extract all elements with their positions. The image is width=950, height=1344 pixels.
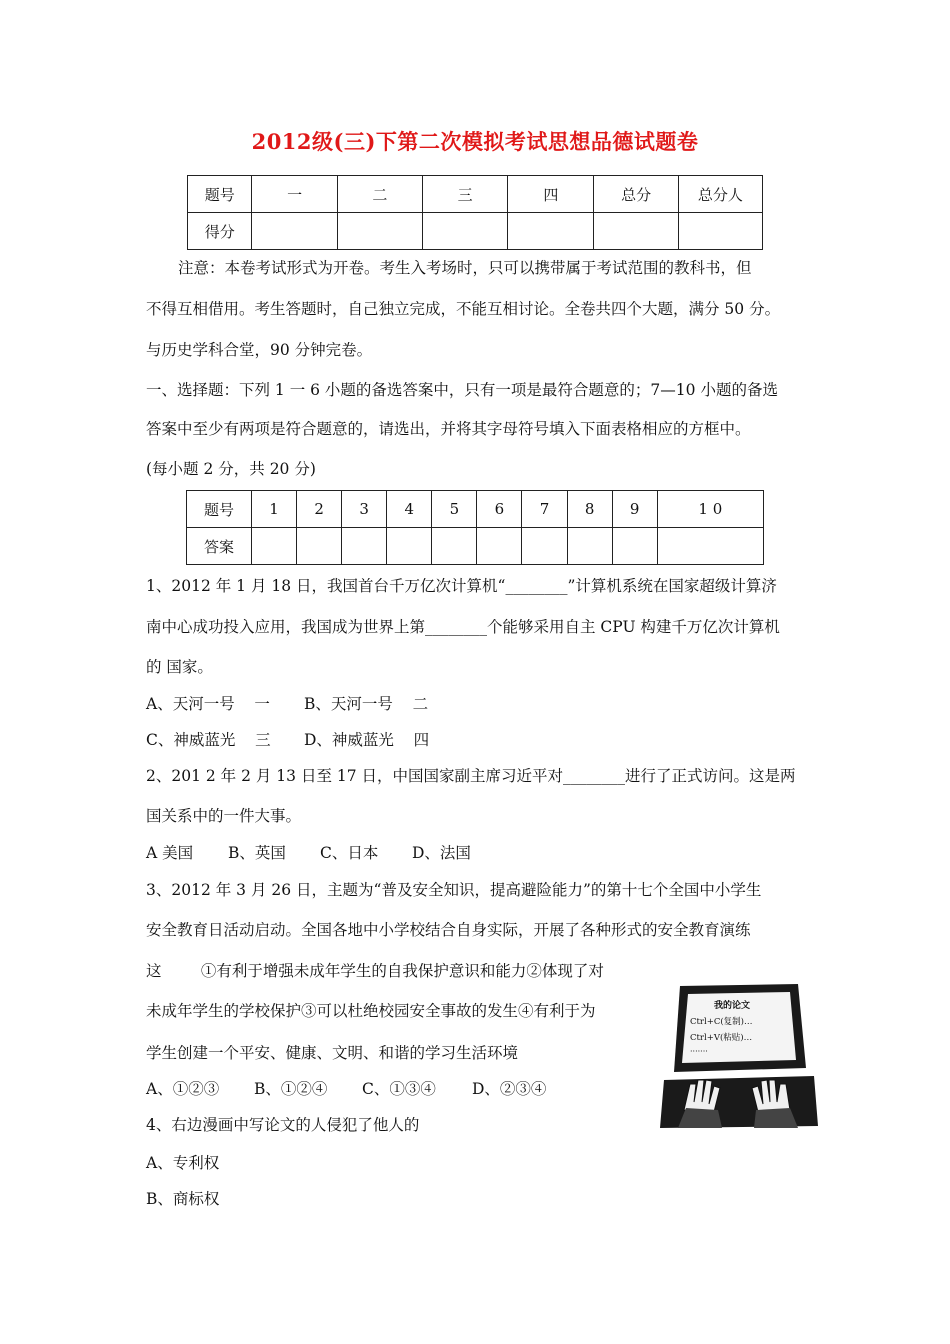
option-a[interactable]: A 美国	[146, 844, 194, 862]
question-1-options	[146, 730, 429, 750]
option-b[interactable]: B、①②④	[254, 1080, 328, 1098]
option-a[interactable]: A、天河一号 一	[146, 695, 270, 713]
answer-cell[interactable]	[432, 528, 477, 565]
answer-header-cell: 7	[522, 491, 567, 528]
answer-cell[interactable]	[612, 528, 657, 565]
score-header-cell: 二	[337, 176, 422, 213]
answer-cell[interactable]	[522, 528, 567, 565]
question-2-text: 2、201 2 年 2 月 13 日至 17 日，中国国家副主席习近平对________进行了正式访问。这是两	[146, 767, 796, 785]
option-c[interactable]: C、①③④	[362, 1080, 436, 1098]
score-table-header-row	[188, 176, 763, 213]
answer-cell[interactable]	[342, 528, 387, 565]
screen-line-paste: Ctrl+V(粘贴)…	[690, 1033, 753, 1043]
answer-header-cell: 题号	[187, 491, 252, 528]
exam-title: 2012级(三)下第二次模拟考试思想品德试题卷	[251, 129, 699, 154]
score-header-cell: 总分	[594, 176, 678, 213]
answer-cell[interactable]	[387, 528, 432, 565]
option-d[interactable]: D、②③④	[472, 1080, 547, 1098]
score-table-score-row	[188, 213, 763, 250]
score-header-cell: 题号	[188, 176, 252, 213]
score-cell[interactable]	[678, 213, 762, 250]
question-3-text: 未成年学生的学校保护③可以杜绝校园安全事故的发生④有利于为	[146, 1002, 596, 1020]
question-1-options	[146, 694, 428, 714]
answer-table	[186, 490, 764, 565]
score-cell[interactable]	[252, 213, 337, 250]
option-b[interactable]: B、商标权	[146, 1190, 220, 1208]
score-cell[interactable]	[508, 213, 594, 250]
notice-line: 与历史学科合堂，90 分钟完卷。	[146, 341, 373, 359]
question-3-text: 这 ①有利于增强未成年学生的自我保护意识和能力②体现了对	[146, 962, 604, 980]
answer-table-header-row	[187, 491, 764, 528]
screen-dots: ·······	[690, 1047, 708, 1056]
screen-heading: 我的论文	[714, 1001, 751, 1011]
question-3-text: 学生创建一个平安、健康、文明、和谐的学习生活环境	[146, 1044, 519, 1062]
question-1-text: 1、2012 年 1 月 18 日，我国首台千万亿次计算机“________”计算机系统在国家超级计算济	[146, 577, 777, 595]
answer-cell[interactable]	[657, 528, 763, 565]
answer-header-cell: 9	[612, 491, 657, 528]
score-header-cell: 总分人	[678, 176, 762, 213]
section1-instruction: 答案中至少有两项是符合题意的，请选出，并将其字母符号填入下面表格相应的方框中。	[146, 420, 751, 438]
question-2-options	[146, 843, 471, 863]
section1-instruction: 一、选择题：下列 1 一 6 小题的备选答案中，只有一项是最符合题意的；7—10 小题的备选	[146, 381, 778, 399]
option-d[interactable]: D、神威蓝光 四	[304, 731, 430, 749]
section1-instruction: (每小题 2 分，共 20 分)	[146, 460, 316, 478]
answer-cell[interactable]	[297, 528, 342, 565]
answer-cell[interactable]	[567, 528, 612, 565]
screen-line-copy: Ctrl+C(复制)…	[690, 1017, 753, 1027]
score-cell[interactable]	[594, 213, 678, 250]
notice-line: 注意：本卷考试形式为开卷。考生入考场时，只可以携带属于考试范围的教科书，但	[178, 259, 752, 277]
score-cell[interactable]	[337, 213, 422, 250]
score-cell[interactable]	[422, 213, 507, 250]
score-row-label: 得分	[188, 213, 252, 250]
question-1-text: 的 国家。	[146, 658, 213, 676]
cartoon-computer-illustration	[660, 980, 818, 1130]
question-3-text: 3、2012 年 3 月 26 日，主题为“普及安全知识，提高避险能力”的第十七个全国中小学生	[146, 881, 762, 899]
option-c[interactable]: C、神威蓝光 三	[146, 731, 271, 749]
option-d[interactable]: D、法国	[412, 844, 471, 862]
score-table	[187, 175, 763, 250]
question-3-text: 安全教育日活动启动。全国各地中小学校结合自身实际，开展了各种形式的安全教育演练	[146, 921, 751, 939]
option-c[interactable]: C、日本	[320, 844, 379, 862]
answer-table-answer-row	[187, 528, 764, 565]
option-a[interactable]: A、专利权	[146, 1154, 220, 1172]
answer-header-cell: 6	[477, 491, 522, 528]
question-3-options	[146, 1079, 546, 1099]
answer-row-label: 答案	[187, 528, 252, 565]
answer-header-cell: 1 0	[657, 491, 763, 528]
answer-header-cell: 5	[432, 491, 477, 528]
answer-header-cell: 1	[252, 491, 297, 528]
score-header-cell: 四	[508, 176, 594, 213]
notice-line: 不得互相借用。考生答题时，自己独立完成，不能互相讨论。全卷共四个大题，满分 50 分。	[146, 300, 781, 318]
option-a[interactable]: A、①②③	[146, 1080, 220, 1098]
question-2-text: 国关系中的一件大事。	[146, 807, 302, 825]
answer-header-cell: 2	[297, 491, 342, 528]
score-header-cell: 三	[422, 176, 507, 213]
option-b[interactable]: B、英国	[228, 844, 286, 862]
answer-cell[interactable]	[252, 528, 297, 565]
question-4-text: 4、右边漫画中写论文的人侵犯了他人的	[146, 1116, 420, 1134]
answer-header-cell: 4	[387, 491, 432, 528]
answer-header-cell: 3	[342, 491, 387, 528]
answer-cell[interactable]	[477, 528, 522, 565]
option-b[interactable]: B、天河一号 二	[304, 695, 429, 713]
question-1-text: 南中心成功投入应用，我国成为世界上第________个能够采用自主 CPU 构建千万亿次计算机	[146, 618, 780, 636]
answer-header-cell: 8	[567, 491, 612, 528]
score-header-cell: 一	[252, 176, 337, 213]
